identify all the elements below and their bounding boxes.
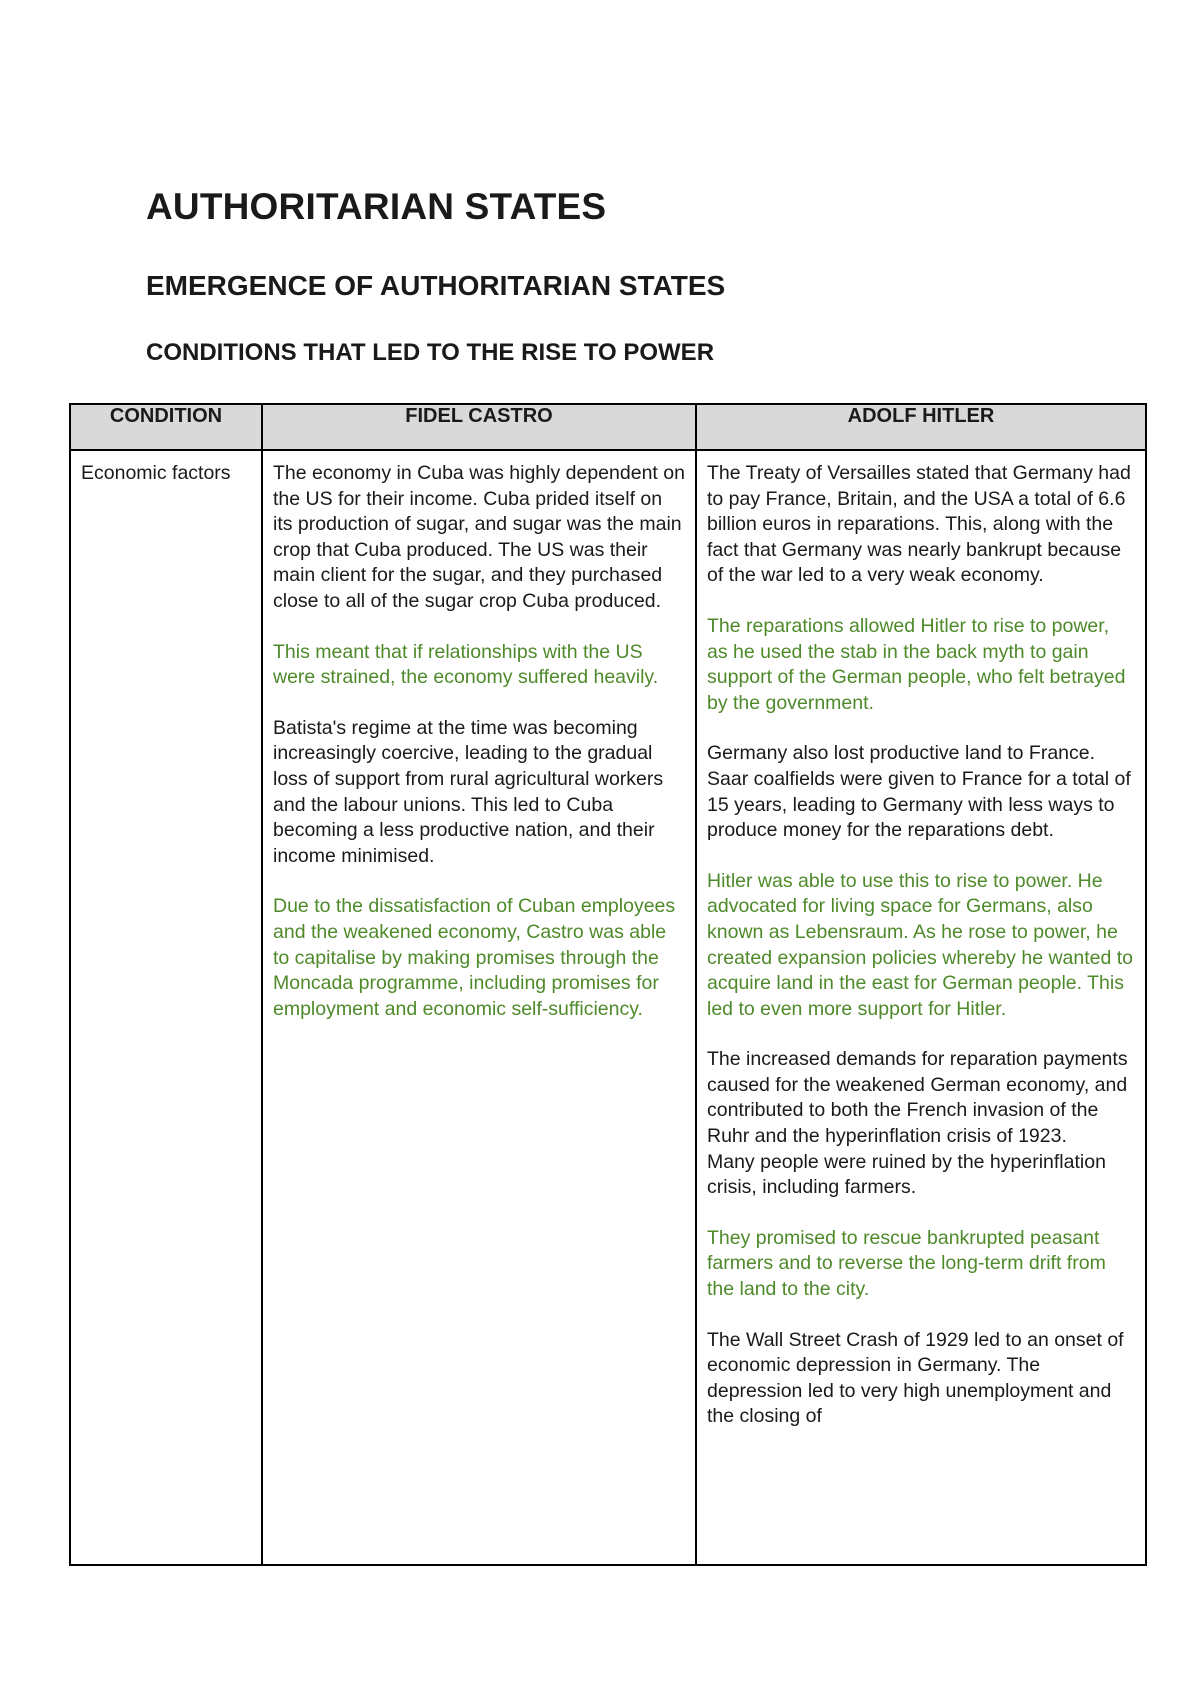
castro-paragraph: The economy in Cuba was highly dependent on the US for their income. Cuba prided itself on its production of sugar, and sugar was the main crop that Cuba produced. The US was their main client for the sugar, and they purchased close to all of the sugar crop Cuba produced.: [273, 462, 685, 612]
condition-cell: [70, 450, 262, 1565]
conditions-table: [69, 403, 1147, 1566]
hitler-analysis-paragraph: The reparations allowed Hitler to rise to power, as he used the stab in the back myth to gain support of the German people, who felt betrayed by the government.: [707, 614, 1126, 714]
column-header-condition: CONDITION: [70, 404, 262, 450]
condition-label: Economic factors: [81, 462, 231, 484]
castro-paragraph: Batista's regime at the time was becoming increasingly coercive, leading to the gradual loss of support from rural agricultural workers and the labour unions. This led to Cuba becoming a less productive nation, and their income minimised.: [273, 716, 664, 867]
hitler-cell: [696, 450, 1146, 1565]
table-row: [70, 450, 1146, 1565]
column-header-adolf-hitler: ADOLF HITLER: [696, 404, 1146, 450]
document-subtitle: EMERGENCE OF AUTHORITARIAN STATES: [146, 270, 726, 301]
hitler-paragraph: The Wall Street Crash of 1929 led to an onset of economic depression in Germany. The depression led to very high unemployment and the closing of: [707, 1328, 1124, 1428]
hitler-paragraph: The Treaty of Versailles stated that Germany had to pay France, Britain, and the USA a total of 6.6 billion euros in reparations. This, along with the fact that Germany was nearly bankrupt because of the war led to a very weak economy.: [707, 462, 1131, 587]
castro-analysis-paragraph: Due to the dissatisfaction of Cuban employees and the weakened economy, Castro was able to capitalise by making promises through the Moncada programme, including promises for employment and economic self-sufficiency.: [273, 895, 676, 1020]
castro-cell: [262, 450, 696, 1565]
section-heading: CONDITIONS THAT LED TO THE RISE TO POWER: [146, 339, 715, 366]
hitler-paragraph: Many people were ruined by the hyperinflation crisis, including farmers.: [707, 1150, 1106, 1199]
column-header-fidel-castro: FIDEL CASTRO: [262, 404, 696, 450]
document-title: AUTHORITARIAN STATES: [146, 186, 607, 227]
hitler-analysis-paragraph: They promised to rescue bankrupted peasant farmers and to reverse the long-term drift from the land to the city.: [707, 1226, 1106, 1301]
castro-analysis-paragraph: This meant that if relationships with the US were strained, the economy suffered heavily.: [273, 640, 659, 689]
hitler-analysis-paragraph: Hitler was able to use this to rise to power. He advocated for living space for Germans, also known as Lebensraum. As he rose to power, he created expansion policies whereby he wanted to acquire land in the east for German people. This led to even more support for Hitler.: [707, 869, 1134, 1020]
table-header-row: [70, 404, 1146, 450]
hitler-paragraph: The increased demands for reparation payments caused for the weakened German economy, and contributed to both the French invasion of the Ruhr and the hyperinflation crisis of 1923.: [707, 1048, 1128, 1148]
hitler-paragraph: Germany also lost productive land to France. Saar coalfields were given to France for a total of 15 years, leading to Germany with less ways to produce money for the reparations debt.: [707, 742, 1131, 842]
